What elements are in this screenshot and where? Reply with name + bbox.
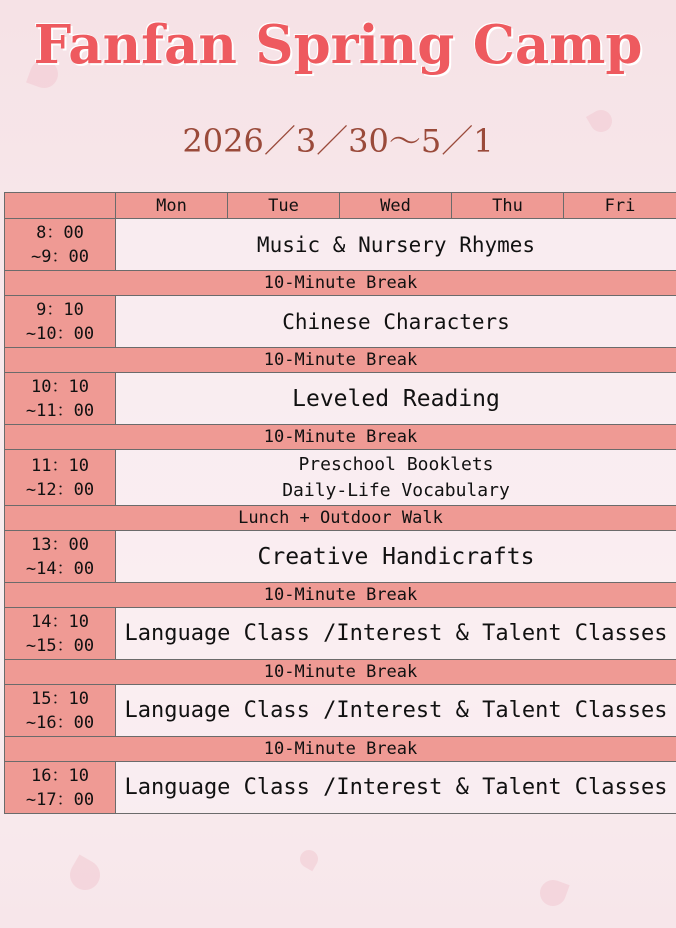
start-time: 13：00 — [31, 534, 89, 555]
day-header-mon: Mon — [116, 193, 228, 219]
class-row — [5, 296, 676, 348]
class-row — [5, 608, 676, 660]
class-row — [5, 373, 676, 425]
class-row — [5, 762, 676, 814]
time-slot — [5, 762, 116, 814]
end-time: ~16：00 — [25, 712, 95, 733]
header-corner — [5, 193, 116, 219]
activity-cell: Language Class /Interest & Talent Classes — [116, 762, 676, 814]
date-range: 2026／3／30～5／1 — [182, 122, 494, 160]
break-row — [5, 348, 676, 373]
time-slot — [5, 685, 116, 737]
break-label: 10-Minute Break — [5, 660, 676, 685]
end-time: ~14：00 — [25, 558, 95, 579]
start-time: 11：10 — [31, 455, 89, 476]
end-time: ~10：00 — [25, 323, 95, 344]
break-label: 10-Minute Break — [5, 737, 676, 762]
header-row — [5, 193, 676, 219]
class-row — [5, 531, 676, 583]
end-time: ~17：00 — [25, 789, 95, 810]
class-row — [5, 219, 676, 271]
class-row — [5, 450, 676, 506]
break-row — [5, 737, 676, 762]
activity-cell — [116, 450, 676, 506]
start-time: 16：10 — [31, 765, 89, 786]
break-label: 10-Minute Break — [5, 271, 676, 296]
petal-decoration — [536, 876, 569, 909]
activity-cell: Creative Handicrafts — [116, 531, 676, 583]
page-title: Fanfan Spring Camp — [33, 14, 643, 76]
start-time: 14：10 — [31, 611, 89, 632]
day-header-wed: Wed — [340, 193, 452, 219]
activity-cell: Chinese Characters — [116, 296, 676, 348]
time-slot — [5, 531, 116, 583]
activity-cell: Leveled Reading — [116, 373, 676, 425]
start-time: 8：00 — [36, 222, 84, 243]
activity-cell: Language Class /Interest & Talent Classes — [116, 685, 676, 737]
break-row — [5, 583, 676, 608]
break-row — [5, 271, 676, 296]
petal-decoration — [65, 855, 106, 896]
end-time: ~15：00 — [25, 635, 95, 656]
end-time: ~9：00 — [31, 246, 89, 267]
end-time: ~12：00 — [25, 479, 95, 500]
activity-cell: Language Class /Interest & Talent Classes — [116, 608, 676, 660]
end-time: ~11：00 — [25, 400, 95, 421]
break-row — [5, 660, 676, 685]
day-header-thu: Thu — [452, 193, 564, 219]
break-label: 10-Minute Break — [5, 425, 676, 450]
break-row — [5, 425, 676, 450]
time-slot — [5, 608, 116, 660]
petal-decoration — [297, 847, 322, 872]
time-slot — [5, 219, 116, 271]
start-time: 10：10 — [31, 376, 89, 397]
activity-line: Daily-Life Vocabulary — [282, 479, 510, 501]
activity-cell: Music & Nursery Rhymes — [116, 219, 676, 271]
time-slot — [5, 296, 116, 348]
lunch-row — [5, 506, 676, 531]
break-label: 10-Minute Break — [5, 583, 676, 608]
schedule-table — [4, 192, 676, 814]
day-header-fri: Fri — [564, 193, 676, 219]
lunch-label: Lunch + Outdoor Walk — [5, 506, 676, 531]
time-slot — [5, 450, 116, 506]
activity-line: Preschool Booklets — [298, 453, 494, 475]
class-row — [5, 685, 676, 737]
time-slot — [5, 373, 116, 425]
break-label: 10-Minute Break — [5, 348, 676, 373]
start-time: 9：10 — [36, 299, 84, 320]
start-time: 15：10 — [31, 688, 89, 709]
day-header-tue: Tue — [228, 193, 340, 219]
